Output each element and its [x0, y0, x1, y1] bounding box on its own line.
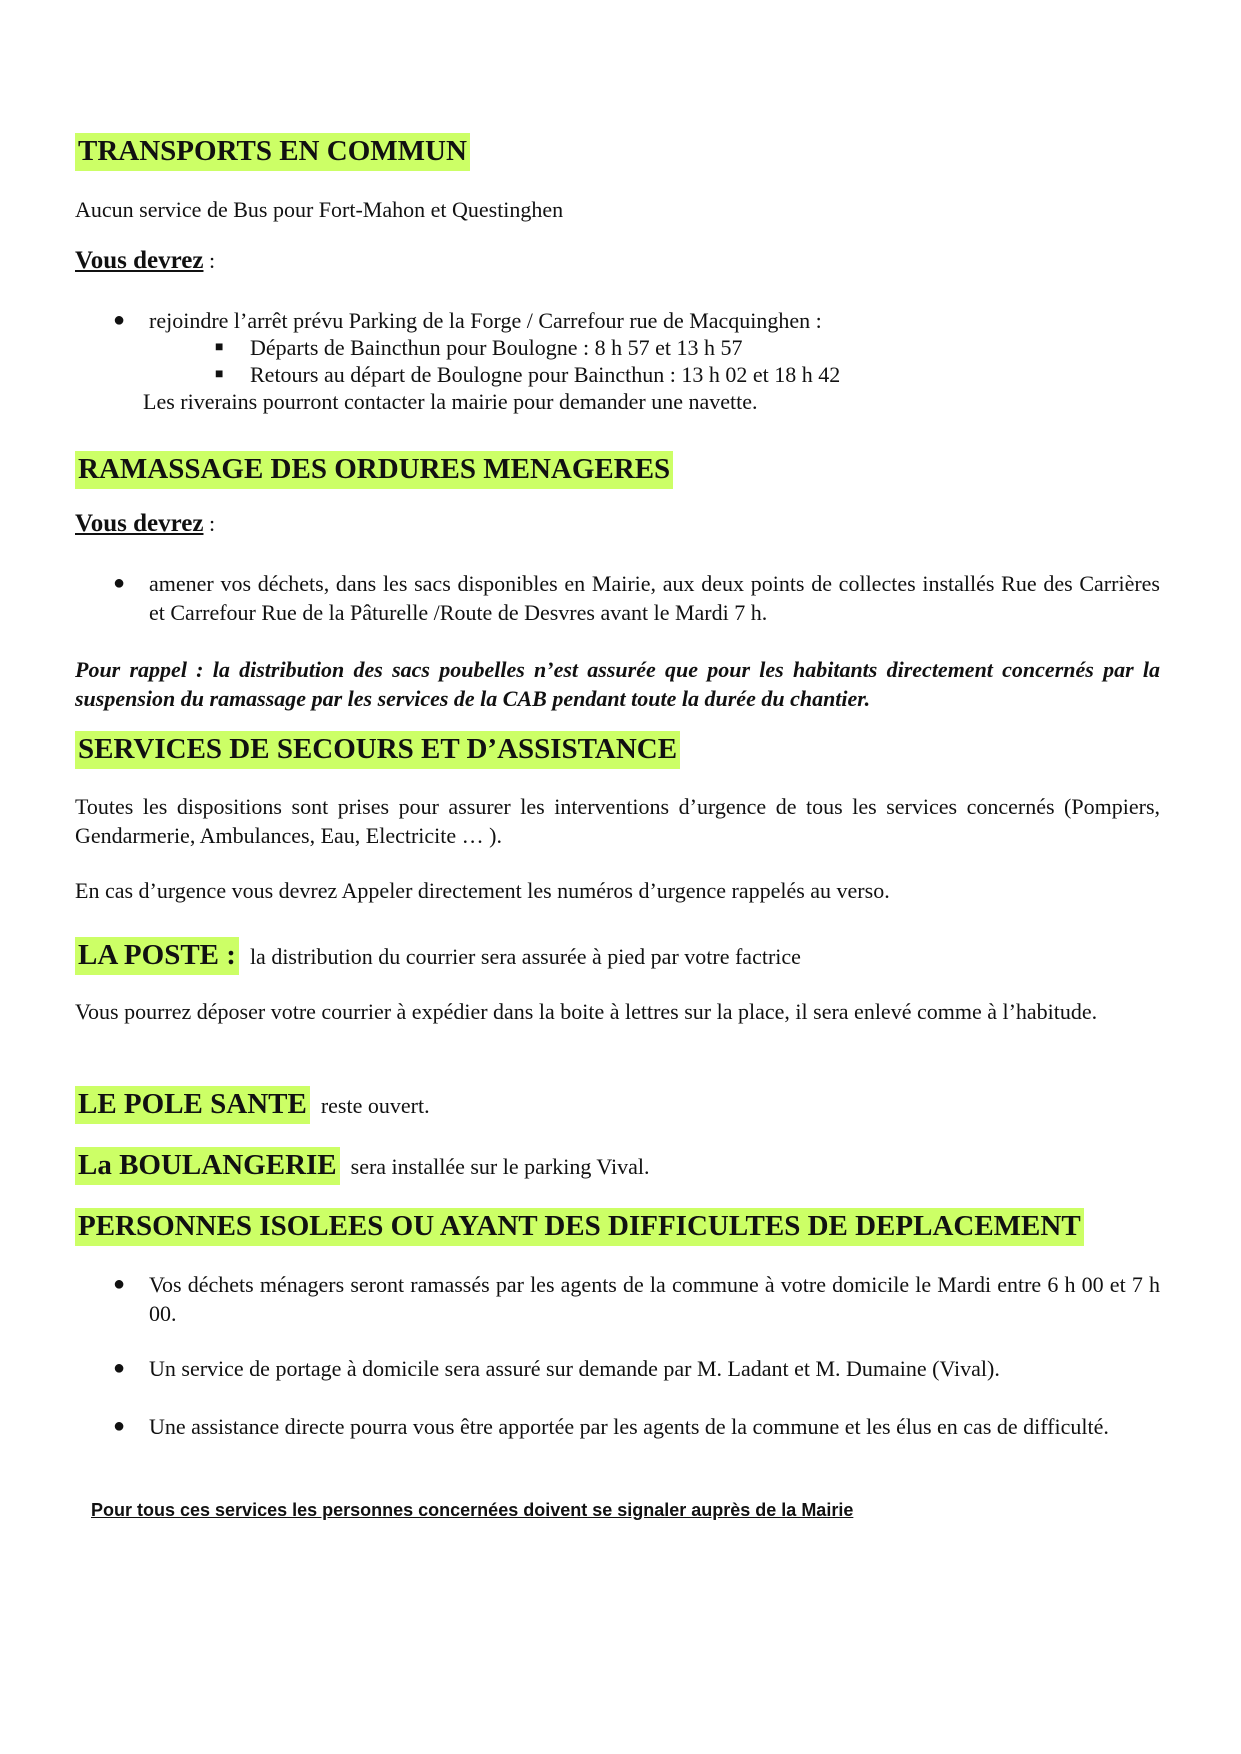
ordures-reminder: Pour rappel : la distribution des sacs poubelles n’est assurée que pour les habitants directement concernés par la suspension du ramassage par les services de la CAB pendant toute la durée du chantier.: [75, 657, 1160, 711]
boulangerie-line: La BOULANGERIE sera installée sur le parking Vival.: [75, 1148, 650, 1184]
bullet-icon: ●: [113, 1357, 126, 1379]
poste-p1: Vous pourrez déposer votre courrier à expédier dans la boite à lettres sur la place, il sera enlevé comme à l’habitude.: [75, 999, 1098, 1024]
transports-intro: Aucun service de Bus pour Fort-Mahon et Questinghen: [75, 197, 564, 222]
square-bullet-icon: ■: [215, 367, 224, 382]
secours-p1: Toutes les dispositions sont prises pour assurer les interventions d’urgence de tous les services concernés (Pompiers, Gendarmerie, Ambulances, Eau, Electricite … ).: [75, 794, 1160, 848]
transports-note: Les riverains pourront contacter la mairie pour demander une navette.: [143, 389, 758, 414]
footer-note: Pour tous ces services les personnes concernées doivent se signaler auprès de la Mairie: [91, 1500, 854, 1520]
bullet-icon: ●: [113, 309, 126, 331]
heading-secours: SERVICES DE SECOURS ET D’ASSISTANCE: [75, 732, 680, 766]
secours-p2: En cas d’urgence vous devrez Appeler directement les numéros d’urgence rappelés au verso.: [75, 878, 890, 903]
bullet-icon: ●: [113, 572, 126, 594]
heading-boulangerie: La BOULANGERIE: [75, 1147, 340, 1185]
heading-transports: TRANSPORTS EN COMMUN: [75, 134, 470, 168]
sante-line: LE POLE SANTE reste ouvert.: [75, 1087, 430, 1123]
bullet-icon: ●: [113, 1273, 126, 1295]
transports-must: Vous devrez :: [75, 247, 216, 274]
heading-isolees: PERSONNES ISOLEES OU AYANT DES DIFFICULTES DE DEPLACEMENT: [75, 1209, 1084, 1243]
heading-ordures: RAMASSAGE DES ORDURES MENAGERES: [75, 452, 673, 486]
heading-poste: LA POSTE :: [75, 937, 239, 975]
square-bullet-icon: ■: [215, 340, 224, 355]
ordures-must: Vous devrez :: [75, 510, 216, 537]
heading-sante: LE POLE SANTE: [75, 1086, 310, 1124]
bullet-icon: ●: [113, 1415, 126, 1437]
poste-line: LA POSTE : la distribution du courrier sera assurée à pied par votre factrice: [75, 938, 801, 974]
